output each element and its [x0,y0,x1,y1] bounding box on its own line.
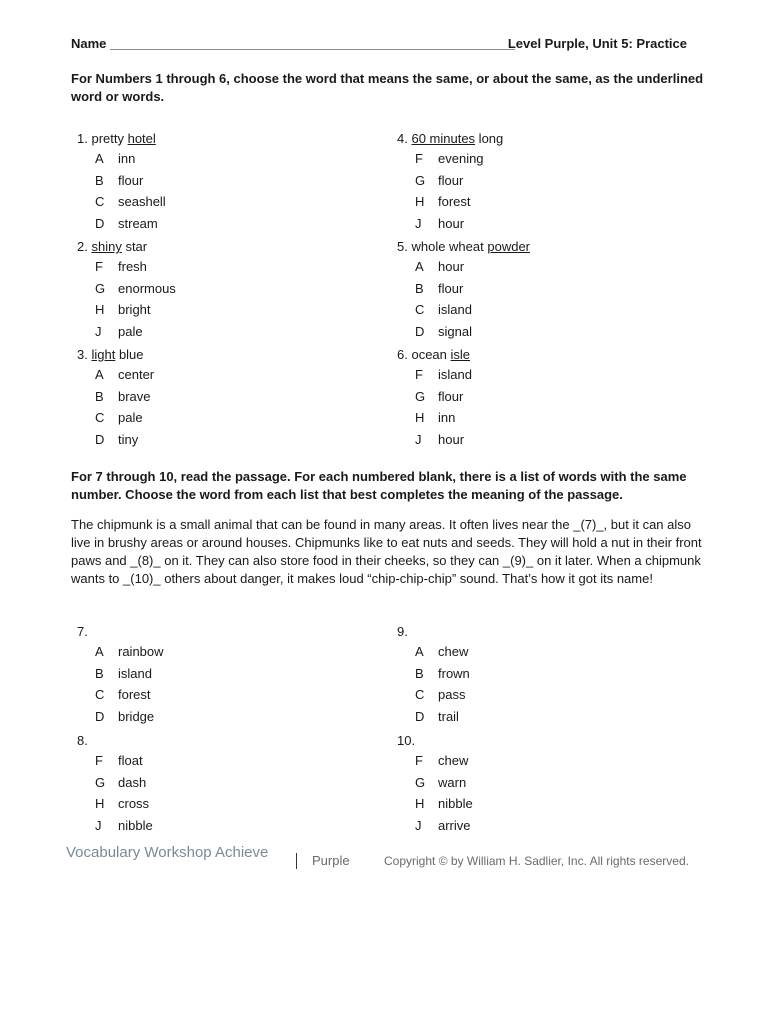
choice-letter: A [95,151,104,166]
choice-word: flour [118,172,144,188]
question-number: 10. [397,733,416,748]
choice-letter: G [95,280,106,296]
choice-word: enormous [118,280,176,296]
question-number: 8. [77,733,88,748]
choice-letter: G [415,172,426,188]
choice-letter: H [95,796,105,811]
choice-word: center [118,367,155,382]
choice-letter: C [415,302,425,317]
answer-choice[interactable] [397,278,697,300]
footer-divider [296,853,297,869]
choice-letter: G [415,774,426,790]
choice-letter: F [95,259,103,274]
choice-letter: B [95,172,104,188]
instructions-part-1: For Numbers 1 through 6, choose the word that means the same, or about the same, as the underlined word or words. [71,71,704,104]
choice-word: hour [438,259,465,274]
underlined-word: powder [487,239,530,254]
answer-choice[interactable] [77,191,377,213]
choice-letter: C [95,410,105,425]
answer-choice[interactable] [77,299,377,321]
choice-letter: B [415,280,424,296]
question-text-post: star [121,239,148,254]
question-2 [77,238,377,342]
footer-level: Purple [312,853,350,868]
question-number: 9. [397,624,408,639]
answer-choice[interactable] [397,815,697,837]
answer-choice[interactable] [397,429,697,451]
answer-choice[interactable] [77,815,377,837]
choice-word: island [438,367,472,382]
answer-choice[interactable] [77,750,377,772]
choice-word: forest [118,687,151,702]
choice-word: nibble [118,817,153,833]
answer-choice[interactable] [397,684,697,706]
question-text-pre: ocean [411,347,451,362]
choice-word: rainbow [118,644,164,659]
question-stem [397,346,697,364]
question-1 [77,130,377,234]
answer-choice[interactable] [397,772,697,794]
choice-letter: J [415,215,422,231]
answer-choice[interactable] [77,213,377,235]
question-number: 4. [397,131,408,146]
choice-word: pass [438,687,466,702]
choice-letter: C [95,687,105,702]
choice-word: flour [438,280,464,296]
choice-letter: B [95,665,104,681]
choice-letter: B [95,388,104,404]
question-10 [397,732,697,836]
answer-choice[interactable] [77,407,377,429]
choice-word: pale [118,410,143,425]
choice-letter: B [415,665,424,681]
choice-word: evening [438,151,484,166]
answer-choice[interactable] [77,793,377,815]
choice-letter: A [95,367,104,382]
choice-letter: F [95,753,103,768]
question-text-pre: whole wheat [411,239,488,254]
answer-choice[interactable] [397,191,697,213]
answer-choice[interactable] [397,299,697,321]
choice-letter: A [415,259,424,274]
choice-letter: D [415,323,425,339]
answer-choice[interactable] [77,321,377,343]
choice-letter: H [415,796,425,811]
question-stem [77,238,377,256]
answer-choice[interactable] [77,256,377,278]
choice-letter: J [95,817,102,833]
answer-choice[interactable] [397,213,697,235]
question-number: 7. [77,624,88,639]
question-9 [397,623,697,727]
choice-letter: H [415,410,425,425]
choice-word: nibble [438,796,473,811]
instructions-part-2: For 7 through 10, read the passage. For each numbered blank, there is a list of words with the same number. Choose the word from each list that best completes the meaning of the passage. [71,469,687,502]
question-number: 6. [397,347,408,362]
choice-letter: F [415,367,423,382]
question-3 [77,346,377,450]
question-number: 5. [397,239,408,254]
question-4 [397,130,697,234]
choice-word: pale [118,323,143,339]
choice-letter: D [95,708,105,724]
question-stem [77,732,377,750]
choice-word: brave [118,388,151,404]
answer-choice[interactable] [397,750,697,772]
reading-passage: The chipmunk is a small animal that can be found in many areas. It often lives near the _(7)_, but it can also live in brushy areas or around houses. Chipmunks like to eat nuts and seeds. They will hold a nut in their front paws and _(8)_ on it. They can also store food in their cheeks, so they can _(9)_ on it later. When a chipmunk wants to _(10)_ others about danger, it makes loud “chip-chip-chip” sound. That’s how it got its name! [71,517,702,586]
question-stem [397,238,697,256]
question-7 [77,623,377,727]
choice-letter: H [95,302,105,317]
question-text-post: long [475,131,504,146]
answer-choice[interactable] [77,772,377,794]
question-stem [77,346,377,364]
question-stem [77,130,377,148]
question-number: 3. [77,347,88,362]
choice-word: inn [118,151,136,166]
question-5 [397,238,697,342]
choice-letter: C [415,687,425,702]
choice-word: float [118,753,143,768]
choice-word: stream [118,215,158,231]
worksheet-header [71,36,687,54]
choice-word: dash [118,774,147,790]
answer-choice[interactable] [397,321,697,343]
answer-choice[interactable] [397,256,697,278]
choice-word: cross [118,796,150,811]
question-number: 2. [77,239,88,254]
choice-word: flour [438,388,464,404]
choice-letter: D [95,431,105,447]
answer-choice[interactable] [77,364,377,386]
answer-choice[interactable] [397,148,697,170]
choice-word: frown [438,665,470,681]
choice-word: island [118,665,152,681]
answer-choice[interactable] [77,429,377,451]
choice-word: arrive [438,817,471,833]
answer-choice[interactable] [397,364,697,386]
choice-word: bridge [118,708,155,724]
choice-word: island [438,302,472,317]
choice-letter: D [415,708,425,724]
choice-word: inn [438,410,456,425]
underlined-word: light [91,347,116,362]
answer-choice[interactable] [397,793,697,815]
choice-letter: F [415,753,423,768]
choice-word: hour [438,431,465,447]
choice-word: signal [438,323,472,339]
choice-word: forest [438,194,471,209]
choice-letter: J [95,323,102,339]
question-stem [397,130,697,148]
answer-choice[interactable] [397,663,697,685]
choice-letter: C [95,194,105,209]
choice-letter: H [415,194,425,209]
underlined-word: shiny [91,239,122,254]
answer-choice[interactable] [77,706,377,728]
answer-choice[interactable] [397,170,697,192]
underlined-word: 60 minutes [411,131,476,146]
choice-letter: F [415,151,423,166]
answer-choice[interactable] [397,641,697,663]
answer-choice[interactable] [397,706,697,728]
choice-letter: A [415,644,424,659]
question-text-post: blue [115,347,144,362]
choice-word: chew [438,753,469,768]
choice-word: flour [438,172,464,188]
answer-choice[interactable] [397,386,697,408]
underlined-word: hotel [127,131,156,146]
choice-word: hour [438,215,465,231]
choice-word: chew [438,644,469,659]
question-6 [397,346,697,450]
choice-word: fresh [118,259,147,274]
answer-choice[interactable] [77,278,377,300]
answer-choice[interactable] [77,386,377,408]
choice-letter: A [95,644,104,659]
question-stem [397,623,697,641]
question-text-pre: pretty [91,131,128,146]
choice-letter: J [415,817,422,833]
footer-brand: Vocabulary Workshop Achieve [66,844,269,861]
choice-letter: J [415,431,422,447]
choice-word: trail [438,708,459,724]
answer-choice[interactable] [397,407,697,429]
answer-choice[interactable] [77,684,377,706]
answer-choice[interactable] [77,148,377,170]
answer-choice[interactable] [77,641,377,663]
choice-letter: G [95,774,106,790]
choice-word: bright [118,302,151,317]
question-stem [397,732,697,750]
answer-choice[interactable] [77,663,377,685]
choice-letter: D [95,215,105,231]
name-line: Name ________________________________________________________ [71,36,515,51]
choice-word: warn [438,774,467,790]
question-number: 1. [77,131,88,146]
choice-word: seashell [118,194,166,209]
choice-word: tiny [118,431,139,447]
choice-letter: G [415,388,426,404]
level-title: Level Purple, Unit 5: Practice [507,36,687,51]
answer-choice[interactable] [77,170,377,192]
question-8 [77,732,377,836]
underlined-word: isle [450,347,471,362]
footer-copyright: Copyright © by William H. Sadlier, Inc. All rights reserved. [384,854,689,868]
question-stem [77,623,377,641]
